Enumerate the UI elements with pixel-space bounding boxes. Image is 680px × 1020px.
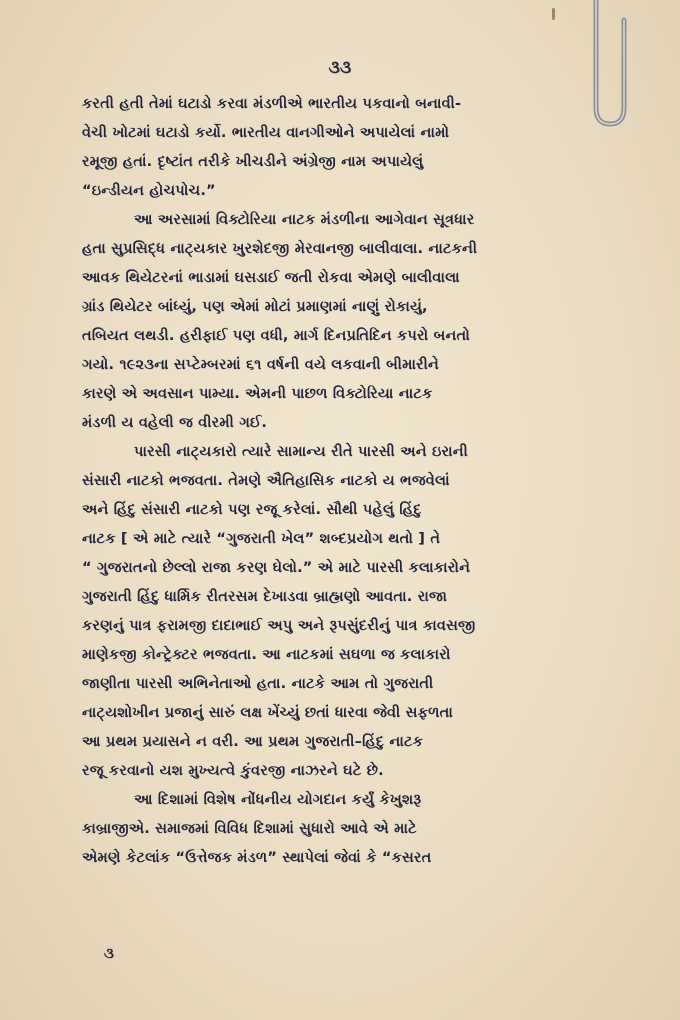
body-text: [82, 90, 622, 873]
text-line: કરણનું પાત્ર ફરામજી દાદાભાઈ અપુ અને રૂપસુંદરીનું પાત્ર કાવસજી: [82, 618, 476, 634]
text-line: નાટ્યશોખીન પ્રજાનું સારું લક્ષ ખેંચ્યું છતાં ધારવા જેવી સફળતા: [82, 705, 454, 721]
text-line: કાબ્રાજીએ. સમાજમાં વિવિધ દિશામાં સુધારો આવે એ માટે: [82, 821, 417, 837]
footer-signature-mark: ૩: [104, 944, 114, 962]
text-line: નાટક [ એ માટે ત્યારે “ગુજરાતી ખેલ” શબ્દપ્રયોગ થતો ] તે: [82, 531, 441, 547]
text-line: મંડળી ય વહેલી જ વીરમી ગઈ.: [82, 415, 268, 431]
text-line: રજૂ કરવાનો યશ મુખ્યત્વે કુંવરજી નાઝરને ઘટે છે.: [82, 763, 384, 779]
text-line: અને હિંદુ સંસારી નાટકો પણ રજૂ કરેલાં. સૌથી પહેલું હિંદુ: [82, 502, 422, 518]
text-line: ગુજરાતી હિંદુ ધાર્મિક રીતરસમ દેખાડવા બ્રાહ્મણો આવતા. રાજા: [82, 589, 448, 605]
ink-speck: [552, 8, 555, 20]
text-line: એમણે કેટલાંક “ઉત્તેજક મંડળ” સ્થાપેલાં જેવાં કે “કસરત: [82, 850, 432, 866]
text-line: કરતી હતી તેમાં ઘટાડો કરવા મંડળીએ ભારતીય પકવાનો બનાવી-: [82, 96, 462, 112]
text-line: જાણીતા પારસી અભિનેતાઓ હતા. નાટકે આમ તો ગુજરાતી: [82, 676, 434, 692]
page-number: ૩૩: [328, 58, 352, 78]
text-line: ગ્રાંડ થિયેટર બાંધ્યું, પણ એમાં મોટાં પ્રમાણમાં નાણું રોકાયું,: [82, 299, 428, 315]
text-line: આ અરસામાં વિક્ટોરિયા નાટક મંડળીના આગેવાન સૂત્રધાર: [134, 212, 475, 228]
text-line: માણેકજી કોન્ટ્રેક્ટર ભજવતા. આ નાટકમાં સઘળા જ કલાકારો: [82, 647, 451, 663]
text-line: “ ગુજરાતનો છેલ્લો રાજા કરણ ઘેલો.” એ માટે પારસી કલાકારોને: [82, 560, 471, 576]
text-line: વેચી ખોટમાં ઘટાડો કર્યો. ભારતીય વાનગીઓને અપાયેલાં નામો: [82, 125, 450, 141]
text-line: રમૂજી હતાં. દૃષ્ટાંત તરીકે ખીચડીને અંગ્રેજી નામ અપાયેલું: [82, 154, 424, 170]
text-line: પારસી નાટ્યકારો ત્યારે સામાન્ય રીતે પારસી અને ઇરાની: [134, 444, 468, 460]
text-line: સંસારી નાટકો ભજવતા. તેમણે ઐતિહાસિક નાટકો ય ભજવેલાં: [82, 473, 450, 489]
text-line: આ પ્રથમ પ્રયાસને ન વરી. આ પ્રથમ ગુજરાતી–હિંદુ નાટક: [82, 734, 424, 750]
text-line: ગયો. ૧૯૨૩ના સપ્ટેમ્બરમાં ૬૧ વર્ષની વયે લકવાની બીમારીને: [82, 357, 439, 373]
text-line: “ઇન્ડીયન હોચપોચ.”: [82, 183, 216, 199]
text-line: આવક થિયેટરનાં ભાડામાં ઘસડાઈ જતી રોકવા એમણે બાલીવાલા: [82, 270, 460, 286]
text-line: કારણે એ અવસાન પામ્યા. એમની પાછળ વિક્ટોરિયા નાટક: [82, 386, 433, 402]
text-line: આ દિશામાં વિશેષ નોંધનીય યોગદાન કર્યું કેખુશરૂ: [134, 792, 422, 808]
text-line: તબિયત લથડી. હરીફાઈ પણ વધી, માર્ગ દિનપ્રતિદિન કપરો બનતો: [82, 328, 470, 344]
text-line: હતા સુપ્રસિદ્ધ નાટ્યકાર ખુરશેદજી મેરવાનજી બાલીવાલા. નાટકની: [82, 241, 478, 257]
